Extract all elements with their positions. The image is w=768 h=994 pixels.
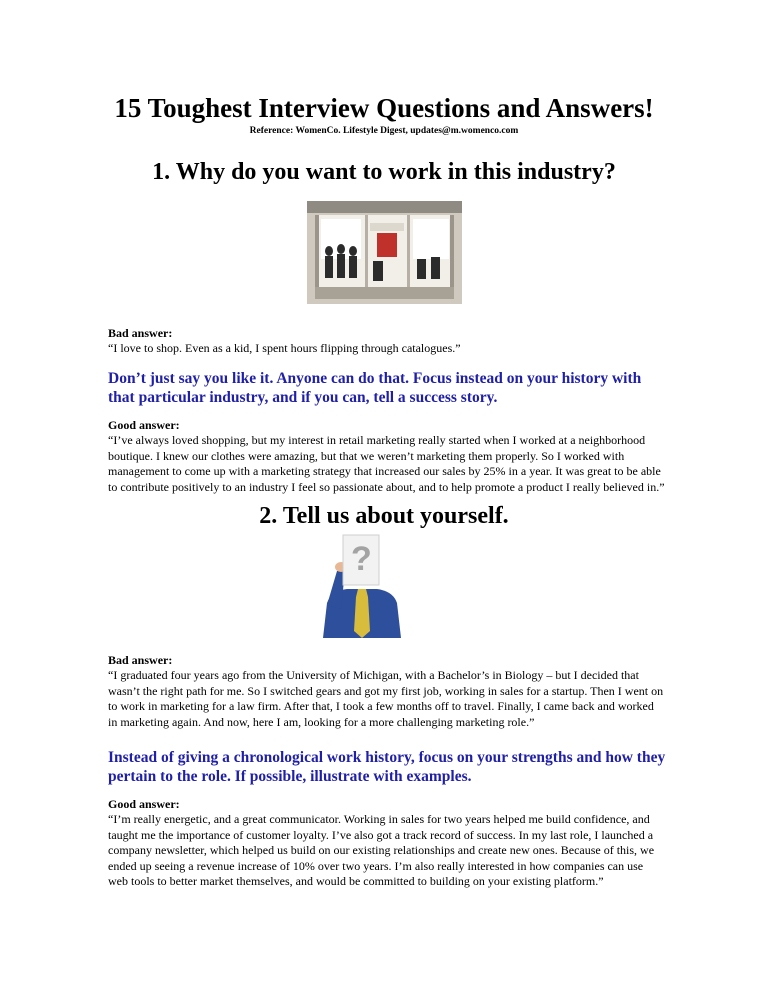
good-answer-label-2: Good answer:	[108, 797, 180, 811]
good-answer-text-1: “I’ve always loved shopping, but my interest in retail marketing really started when I worked at a neighborhood boutique. I knew our clothes were amazing, but that we weren’t marketing them properly. So I worked with management to come up with a marketing strategy that increased our sales by 25% in a year. It was great to be able to contribute positively to an industry I feel so passionate about, and to help promote a product I really believed in.”	[108, 433, 665, 494]
good-answer-text-2: “I’m really energetic, and a great communicator. Working in sales for two years helped me build confidence, and taught me the importance of customer loyalty. I’ve also got a track record of success. In my last role, I launched a company newsletter, which helped us build on our existing relationships and create new ones. Because of this, we ended up seeing a revenue increase of 10% over two years. I’m also really interested in how companies can use web tools to better market themselves, and would be committed to building on your existing platform.”	[108, 812, 655, 888]
question-2-heading: 2. Tell us about yourself.	[259, 503, 509, 529]
bad-answer-text-1: “I love to shop. Even as a kid, I spent hours flipping through catalogues.”	[108, 341, 461, 355]
tip-text-1: Don’t just say you like it. Anyone can do that. Focus instead on your history with that particular industry, and if you can, tell a success story.	[108, 370, 642, 406]
bad-answer-text-2: “I graduated four years ago from the University of Michigan, with a Bachelor’s in Biology – but I decided that wasn’t the right path for me. So I switched gears and got my first job, working in sales for a startup. Then I went on to work in marketing for a law firm. After that, I took a few months off to travel. Finally, I came back and worked in marketing again. And now, here I am, looking for a more challenging marketing role.”	[108, 668, 664, 729]
retail-store-image	[307, 201, 462, 304]
question-mark-glyph: ?	[351, 540, 372, 578]
reference-line: Reference: WomenCo. Lifestyle Digest, updates@m.womenco.com	[249, 126, 519, 136]
bad-answer-label-2: Bad answer:	[108, 653, 173, 667]
tip-text-2: Instead of giving a chronological work history, focus on your strengths and how they pertain to the role. If possible, illustrate with examples.	[108, 749, 666, 785]
document-title: 15 Toughest Interview Questions and Answers!	[114, 93, 654, 123]
question-mark-person-image	[313, 531, 411, 638]
bad-answer-label-1: Bad answer:	[108, 326, 173, 340]
good-answer-label-1: Good answer:	[108, 418, 180, 432]
question-1-heading: 1. Why do you want to work in this industry?	[152, 159, 616, 185]
